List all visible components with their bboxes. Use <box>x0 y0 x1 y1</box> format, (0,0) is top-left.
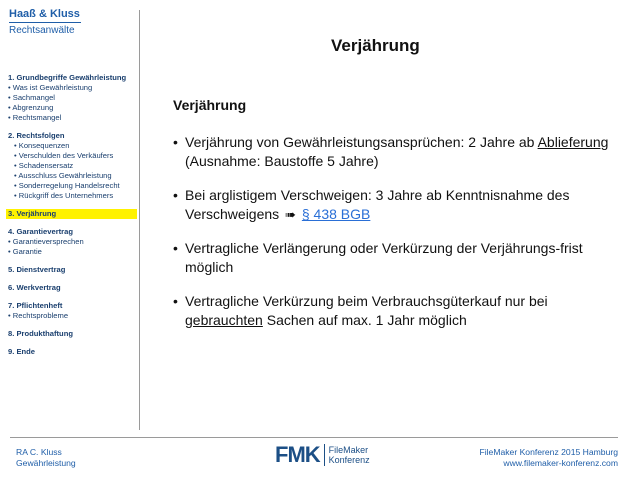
nav-section-title[interactable]: 5. Dienstvertrag <box>8 265 66 274</box>
bullet-1-text-end: (Ausnahme: Baustoffe 5 Jahre) <box>185 153 379 169</box>
bullet-4-text-end: Sachen auf max. 1 Jahr möglich <box>262 312 467 328</box>
nav-item[interactable]: • Verschulden des Verkäufers <box>14 151 114 160</box>
footer-divider <box>10 437 618 438</box>
nav-item[interactable]: • Rechtsprobleme <box>8 311 69 320</box>
nav-item[interactable]: • Sonderregelung Handelsrecht <box>14 181 120 190</box>
nav-section <box>6 73 137 123</box>
nav-section <box>6 131 137 201</box>
brand-block <box>9 8 81 37</box>
logo-mark: FMK <box>275 442 320 467</box>
bullet-1-underlined: Ablieferung <box>537 134 609 150</box>
bullet-2-text: Bei arglistigem Verschweigen: 3 Jahre ab Kenntnisnahme des Verschweigens <box>185 187 570 222</box>
nav-item[interactable]: • Konsequenzen <box>14 141 70 150</box>
fmk-logo <box>275 444 370 466</box>
nav-section <box>6 301 137 321</box>
nav-section <box>6 227 137 257</box>
footer-url[interactable]: www.filemaker-konferenz.com <box>503 458 618 468</box>
nav-item[interactable]: • Sachmangel <box>8 93 55 102</box>
nav-item[interactable]: • Was ist Gewährleistung <box>8 83 93 92</box>
content-heading: Verjährung <box>173 97 247 113</box>
nav-section-title[interactable]: 4. Garantievertrag <box>8 227 73 236</box>
nav-section-title[interactable]: 3. Verjährung <box>6 209 137 219</box>
arrow-right-icon: ➠ <box>285 207 296 222</box>
nav-section-title[interactable]: 6. Werkvertrag <box>8 283 61 292</box>
nav-item[interactable]: • Abgrenzung <box>8 103 54 112</box>
logo-text <box>329 445 370 465</box>
nav-section <box>6 329 137 339</box>
brand-name: Haaß & Kluss <box>9 8 80 20</box>
nav-item[interactable]: • Rückgriff des Unternehmers <box>14 191 114 200</box>
footer-author: RA C. Kluss <box>16 447 62 457</box>
nav-section <box>6 347 137 357</box>
footer-left <box>16 447 76 469</box>
footer-topic: Gewährleistung <box>16 458 76 468</box>
nav-item[interactable]: • Rechtsmangel <box>8 113 62 122</box>
nav-section-title[interactable]: 2. Rechtsfolgen <box>8 131 65 140</box>
bullet-1 <box>173 133 618 171</box>
nav-section <box>6 283 137 293</box>
bullet-2 <box>173 186 618 224</box>
bgb-link[interactable]: § 438 BGB <box>301 206 371 222</box>
logo-line-2: Konferenz <box>328 455 370 465</box>
slide-title: Verjährung <box>331 36 420 55</box>
sidebar-divider <box>139 10 140 430</box>
footer-event: FileMaker Konferenz 2015 Hamburg <box>479 447 618 457</box>
nav-section-title[interactable]: 1. Grundbegriffe Gewährleistung <box>8 73 127 82</box>
nav-section-title[interactable]: 8. Produkthaftung <box>8 329 73 338</box>
slide-content <box>173 97 618 345</box>
bullet-4-underlined: gebrauchten <box>185 312 263 328</box>
brand-underline <box>9 22 81 23</box>
nav-section-title[interactable]: 9. Ende <box>8 347 36 356</box>
nav-item[interactable]: • Schadensersatz <box>14 161 74 170</box>
nav-item[interactable]: • Garantie <box>8 247 42 256</box>
sidebar-nav <box>6 73 137 365</box>
bullet-3 <box>173 239 618 277</box>
bullet-4-text: Vertragliche Verkürzung beim Verbrauchsgüterkauf nur bei <box>185 293 548 309</box>
bullet-dot: • <box>173 134 178 150</box>
nav-item[interactable]: • Garantieversprechen <box>8 237 84 246</box>
bullet-1-text: Verjährung von Gewährleistungsansprüchen: 2 Jahre ab <box>185 134 538 150</box>
nav-section <box>6 209 137 219</box>
footer-right <box>479 447 618 469</box>
bullet-3-text: Vertragliche Verlängerung oder Verkürzung der Verjährungs-frist möglich <box>185 240 583 275</box>
bullet-dot: • <box>173 240 178 256</box>
brand-subtitle: Rechtsanwälte <box>9 25 75 36</box>
nav-section <box>6 265 137 275</box>
bullet-dot: • <box>173 293 178 309</box>
bullet-dot: • <box>173 187 178 203</box>
bullet-4 <box>173 292 618 330</box>
logo-line-1: FileMaker <box>328 445 369 455</box>
logo-separator <box>324 444 325 466</box>
nav-section-title[interactable]: 7. Pflichtenheft <box>8 301 63 310</box>
nav-item[interactable]: • Ausschluss Gewährleistung <box>14 171 112 180</box>
